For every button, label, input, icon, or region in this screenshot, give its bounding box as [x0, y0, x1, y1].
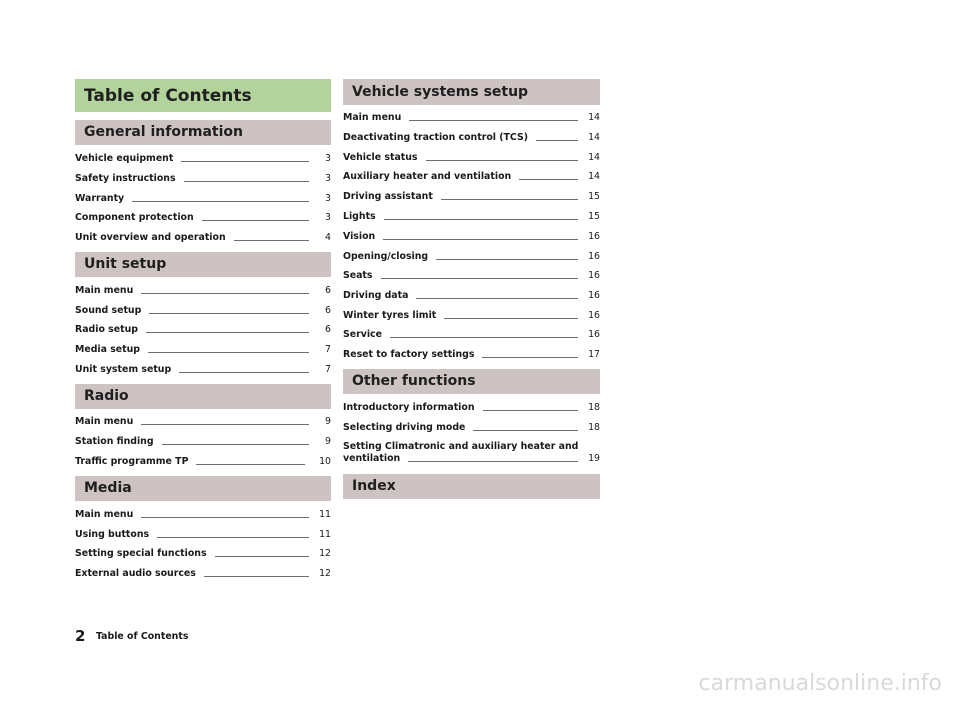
toc-entry[interactable]: Vehicle status 14 — [343, 152, 600, 163]
toc-entry[interactable]: Opening/closing 16 — [343, 251, 600, 262]
toc-entry[interactable]: Main menu 6 — [75, 285, 331, 296]
toc-entry[interactable]: Main menu 9 — [75, 416, 331, 427]
toc-entry[interactable]: Vehicle equipment 3 — [75, 153, 331, 164]
toc-entry[interactable]: Reset to factory settings 17 — [343, 349, 600, 360]
toc-entry[interactable]: Selecting driving mode 18 — [343, 422, 600, 433]
toc-entry[interactable]: Using buttons 11 — [75, 529, 331, 540]
toc-entry[interactable]: External audio sources 12 — [75, 568, 331, 579]
toc-entry[interactable]: Traffic programme TP 10 — [75, 456, 331, 467]
toc-entry[interactable]: Deactivating traction control (TCS) 14 — [343, 132, 600, 143]
section-heading-index[interactable]: Index — [343, 474, 600, 499]
section-heading-general-information: General information — [75, 120, 331, 145]
toc-entry[interactable]: Unit system setup 7 — [75, 364, 331, 375]
toc-entry[interactable]: Warranty 3 — [75, 193, 331, 204]
section-heading-unit-setup: Unit setup — [75, 252, 331, 277]
toc-entry[interactable]: Driving data 16 — [343, 290, 600, 301]
section-heading-radio: Radio — [75, 384, 331, 409]
toc-entry[interactable]: Setting Climatronic and auxiliary heater and ventilation 19 — [343, 441, 600, 464]
watermark: carmanualsonline.info — [698, 671, 942, 696]
toc-entry[interactable]: Winter tyres limit 16 — [343, 310, 600, 321]
section-heading-other-functions: Other functions — [343, 369, 600, 394]
toc-entry[interactable]: Station finding 9 — [75, 436, 331, 447]
page-number: 2 — [75, 627, 86, 645]
toc-entry[interactable]: Service 16 — [343, 329, 600, 340]
toc-entry[interactable]: Lights 15 — [343, 211, 600, 222]
toc-entry[interactable]: Sound setup 6 — [75, 305, 331, 316]
toc-entry[interactable]: Media setup 7 — [75, 344, 331, 355]
toc-entry[interactable]: Main menu 14 — [343, 112, 600, 123]
toc-entry[interactable]: Setting special functions 12 — [75, 548, 331, 559]
toc-entry[interactable]: Safety instructions 3 — [75, 173, 331, 184]
toc-entry[interactable]: Main menu 11 — [75, 509, 331, 520]
section-heading-vehicle-systems-setup: Vehicle systems setup — [343, 79, 600, 105]
toc-entry[interactable]: Seats 16 — [343, 270, 600, 281]
toc-entry[interactable]: Vision 16 — [343, 231, 600, 242]
section-heading-media: Media — [75, 476, 331, 501]
toc-entry[interactable]: Driving assistant 15 — [343, 191, 600, 202]
toc-entry[interactable]: Radio setup 6 — [75, 324, 331, 335]
footer-label: Table of Contents — [96, 631, 189, 642]
page-title: Table of Contents — [75, 79, 331, 112]
toc-entry[interactable]: Component protection 3 — [75, 212, 331, 223]
toc-entry[interactable]: Introductory information 18 — [343, 402, 600, 413]
toc-entry[interactable]: Auxiliary heater and ventilation 14 — [343, 171, 600, 182]
toc-entry[interactable]: Unit overview and operation 4 — [75, 232, 331, 243]
